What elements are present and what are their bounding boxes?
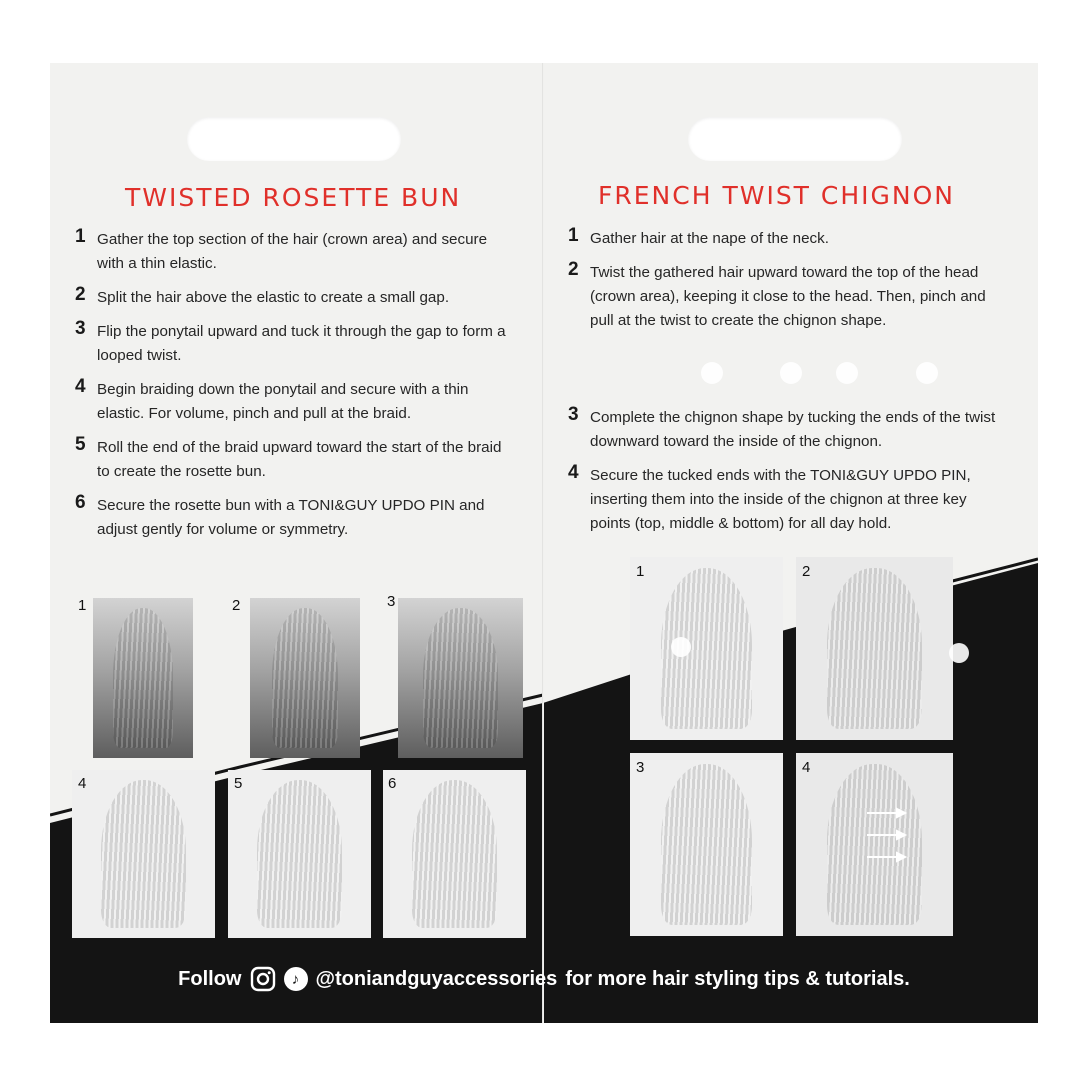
step-text: Secure the rosette bun with a TONI&GUY UPDO PIN and adjust gently for volume or symmetry. — [97, 497, 485, 538]
photo-label: 3 — [636, 759, 645, 776]
step-photo-2 — [796, 557, 953, 740]
step-photo-2 — [250, 598, 360, 758]
right-title: FRENCH TWIST CHIGNON — [598, 181, 955, 210]
photo-label: 4 — [802, 759, 811, 776]
list-item — [75, 494, 515, 542]
step-number: 4 — [568, 462, 579, 483]
step-number: 2 — [568, 259, 579, 280]
follow-text: Follow — [178, 967, 242, 990]
step-photo-1 — [93, 598, 193, 758]
peg-hole — [916, 362, 938, 384]
list-item — [75, 378, 515, 426]
photo-label: 2 — [232, 597, 241, 614]
step-text: Roll the end of the braid upward toward the start of the braid to create the rosette bun. — [97, 439, 502, 480]
list-item — [75, 286, 515, 310]
instruction-card — [50, 63, 1038, 1023]
left-panel — [50, 63, 543, 1023]
step-photo-1 — [630, 557, 783, 740]
list-item — [75, 228, 515, 276]
photo-label: 4 — [78, 775, 87, 792]
photo-label: 3 — [387, 593, 396, 610]
right-panel — [543, 63, 1038, 1023]
social-handle[interactable]: @toniandguyaccessories — [315, 967, 558, 990]
step-photo-3 — [630, 753, 783, 936]
right-steps-bottom — [568, 406, 1008, 546]
peg-hole — [671, 637, 691, 657]
step-number: 1 — [75, 226, 86, 247]
left-steps — [75, 228, 515, 552]
arrow-icons — [863, 805, 923, 865]
peg-hole — [949, 643, 969, 663]
step-number: 4 — [75, 376, 86, 397]
footer — [50, 959, 1038, 999]
photo-label: 6 — [388, 775, 397, 792]
list-item — [568, 227, 1008, 251]
list-item — [75, 436, 515, 484]
tiktok-icon[interactable]: ♪ — [284, 967, 308, 991]
instagram-icon[interactable] — [250, 966, 276, 992]
footer-tagline: for more hair styling tips & tutorials. — [565, 967, 910, 990]
hang-hole-right — [688, 117, 902, 161]
peg-hole — [836, 362, 858, 384]
step-text: Gather hair at the nape of the neck. — [590, 230, 829, 247]
step-number: 6 — [75, 492, 86, 513]
list-item — [568, 261, 1008, 333]
photo-label: 5 — [234, 775, 243, 792]
step-number: 1 — [568, 225, 579, 246]
photo-label: 2 — [802, 563, 811, 580]
hang-hole-left — [187, 117, 401, 161]
step-text: Secure the tucked ends with the TONI&GUY UPDO PIN, inserting them into the inside of the chignon at three key points (top, middle & bottom) for all day hold. — [590, 467, 971, 532]
step-text: Flip the ponytail upward and tuck it through the gap to form a looped twist. — [97, 323, 506, 364]
step-text: Twist the gathered hair upward toward the top of the head (crown area), keeping it close to the head. Then, pinch and pull at the twist to create the chignon shape. — [590, 264, 986, 329]
step-text: Split the hair above the elastic to create a small gap. — [97, 289, 450, 306]
step-photo-6 — [383, 770, 526, 938]
peg-hole — [780, 362, 802, 384]
step-text: Complete the chignon shape by tucking the ends of the twist downward toward the inside of the chignon. — [590, 409, 996, 450]
step-photo-5 — [228, 770, 371, 938]
step-number: 3 — [568, 404, 579, 425]
step-number: 5 — [75, 434, 86, 455]
step-text: Gather the top section of the hair (crown area) and secure with a thin elastic. — [97, 231, 488, 272]
photo-label: 1 — [78, 597, 87, 614]
step-number: 2 — [75, 284, 86, 305]
step-text: Begin braiding down the ponytail and secure with a thin elastic. For volume, pinch and pull at the braid. — [97, 381, 469, 422]
step-number: 3 — [75, 318, 86, 339]
left-title: TWISTED ROSETTE BUN — [125, 183, 462, 212]
list-item — [568, 406, 1008, 454]
step-photo-4 — [72, 770, 215, 938]
step-photo-3 — [398, 598, 523, 758]
list-item — [75, 320, 515, 368]
list-item — [568, 464, 1008, 536]
right-steps-top — [568, 227, 1008, 343]
photo-label: 1 — [636, 563, 645, 580]
peg-hole — [701, 362, 723, 384]
